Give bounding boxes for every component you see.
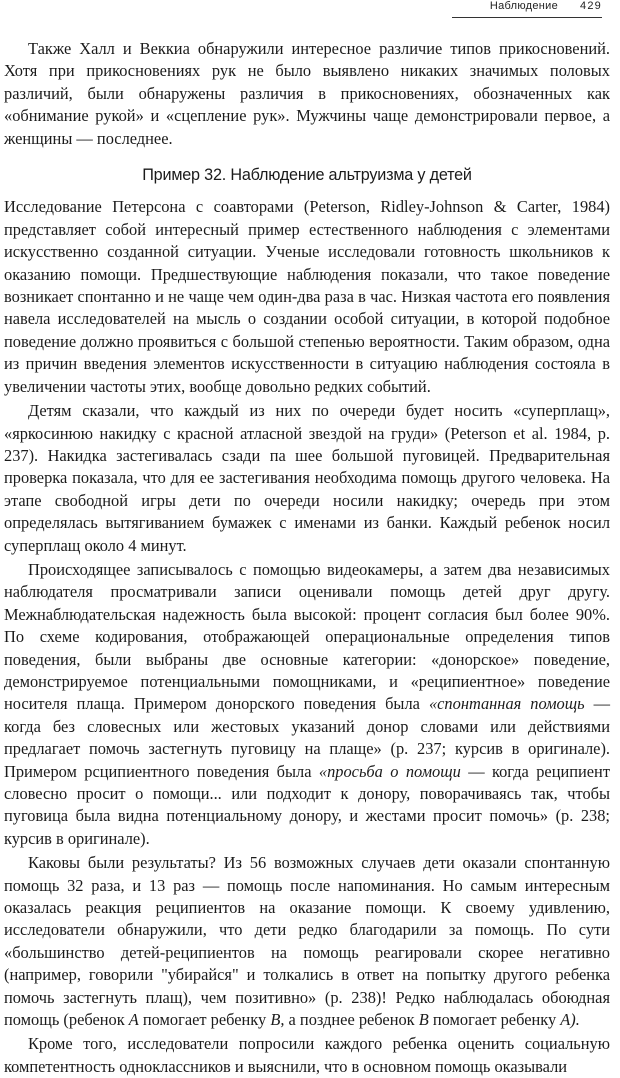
- paragraph: Также Халл и Веккиа обнаружили интересное различие типов прикосновений. Хотя при прикосновениях рук не было выявлено никаких значимых половых различий, были обнаружены различия в прикосновениях, обозначенных как «обнимание рукой» и «сцепление рук». Мужчины чаще демонстрировали первое, а женщины — последнее.: [4, 39, 610, 148]
- page-number: 429: [580, 0, 602, 12]
- paragraph: Каковы были результаты? Из 56 возможных случаев дети оказали спонтанную помощь 32 раза, и 13 раз — помощь после напоминания. Но самым интересным оказалась реакция реципиентов на оказание помощи. К своему удивлению, исследователи обнаружили, что дети редко благодарили за помощь. По сути «большинство детей-реципиентов на помощь реагировали скорее негативно (например, говорили "убирайся" и толкались в ответ на попытку другого ребенка помочь застегнуть плащ), чем позитивно» (р. 238)! Редко наблюдалась обоюдная помощь (ребенок А помогает ребенку В, а позднее ребенок В помогает ребенку А).: [4, 853, 610, 1030]
- paragraph: Кроме того, исследователи попросили каждого ребенка оценить социальную компетентность одноклассников и выяснили, что в основном помощь оказывали: [4, 1034, 610, 1076]
- paragraph: Детям сказали, что каждый из них по очереди будет носить «суперплащ», «яркосинюю накидку с красной атласной звездой на груди» (Peterson et al. 1984, p. 237). Накидка застегивалась сзади па шее большой пуговицей. Предварительная проверка показала, что для ее застегивания необходима помощь другого человека. На этапе свободной игры дети по очереди носили накидку; очередь при этом определялась вытягиванием бумажек с именами из банки. Каждый ребенок носил суперплащ около 4 минут.: [4, 401, 610, 555]
- paragraph: Происходящее записывалось с помощью видеокамеры, а затем два независимых наблюдателя просматривали записи оценивали помощь детей друг другу. Межнаблюдательская надежность была высокой: процент согласия был более 90%. По схеме кодирования, отображающей операциональные определения типов поведения, были выбраны две основные категории: «донорское» поведение, демонстрируемое потенциальными помощниками, и «реципиентное» поведение носителя плаща. Примером донорского поведения была «спонтанная помощь — когда без словесных или жестовых указаний донор словами или действиями предлагает помочь застегнуть пуговицу на плаще» (р. 237; курсив в оригинале). Примером рсципиентного поведения была «просьба о помощи — когда реципиент словесно просит о помощи... или подходит к донору, поворачиваясь так, чтобы пуговица была видна потенциальному донору, и жестами просит помочь» (р. 238; курсив в оригинале).: [4, 559, 610, 848]
- header-rule: [452, 17, 602, 18]
- italic-letter: В: [418, 1010, 429, 1030]
- section-title: Наблюдение: [489, 0, 559, 12]
- running-head: [490, 0, 602, 16]
- italic-letter: А).: [560, 1010, 580, 1030]
- body-text: [4, 38, 610, 1078]
- italic-term: «просьба о помощи: [318, 761, 461, 781]
- italic-letter: А: [128, 1010, 139, 1030]
- italic-term: «спонтанная помощь: [428, 694, 585, 714]
- paragraph: Исследование Петерсона с соавторами (Peterson, Ridley-Johnson & Carter, 1984) представляет собой интересный пример естественного наблюдения с элементами искусственно созданной ситуации. Ученые исследовали готовность школьников к оказанию помощи. Предшествующие наблюдения показали, что такое поведение возникает спонтанно и не чаще чем один-два раза в час. Низкая частота его появления навела исследователей на мысль о создании особой ситуации, в которой подобное поведение должно проявиться с большой степенью вероятности. Таким образом, одна из причин введения элементов искусственности в ситуацию наблюдения состояла в увеличении частоты этих, вообще довольно редких событий.: [4, 197, 610, 396]
- example-heading: Пример 32. Наблюдение альтруизма у детей: [142, 166, 472, 185]
- italic-letter: В,: [270, 1010, 285, 1030]
